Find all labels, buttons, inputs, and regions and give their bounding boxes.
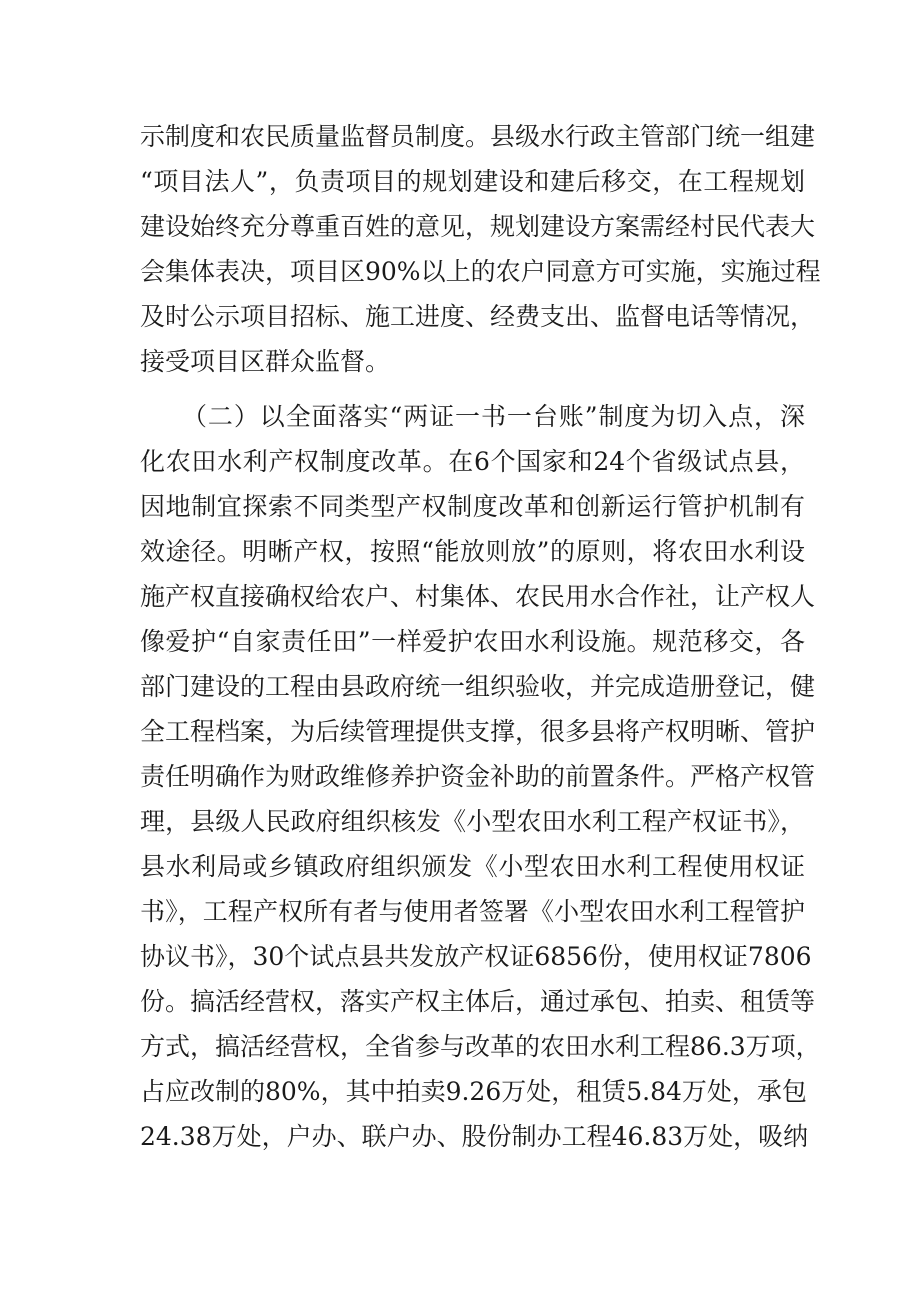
text-line: 占应改制的80%，其中拍卖9.26万处，租赁5.84万处，承包 <box>140 1077 807 1106</box>
text-line: 县水利局或乡镇政府组织颁发《小型农田水利工程使用权证 <box>140 852 805 881</box>
text-line: 化农田水利产权制度改革。在6个国家和24个省级试点县， <box>140 447 805 476</box>
text-line: 全工程档案，为后续管理提供支撑，很多县将产权明晰、管护 <box>140 717 816 746</box>
text-line: “项目法人”，负责项目的规划建设和建后移交，在工程规划 <box>140 167 805 196</box>
text-line: 24.38万处，户办、联户办、股份制办工程46.83万处，吸纳 <box>140 1122 809 1151</box>
section-heading-line: （二）以全面落实“两证一书一台账”制度为切入点，深 <box>182 402 805 431</box>
text-line: 书》，工程产权所有者与使用者签署《小型农田水利工程管护 <box>140 897 805 926</box>
text-line: 方式，搞活经营权，全省参与改革的农田水利工程86.3万项， <box>140 1032 821 1061</box>
text-line: 效途径。明晰产权，按照“能放则放”的原则，将农田水利设 <box>140 537 805 566</box>
text-line: 建设始终充分尊重百姓的意见，规划建设方案需经村民代表大 <box>140 212 816 241</box>
text-line: 示制度和农民质量监督员制度。县级水行政主管部门统一组建 <box>140 122 816 151</box>
text-line: 施产权直接确权给农户、村集体、农民用水合作社，让产权人 <box>140 582 816 611</box>
text-line: 会集体表决，项目区90%以上的农户同意方可实施，实施过程 <box>140 257 821 286</box>
text-line: 份。搞活经营权，落实产权主体后，通过承包、拍卖、租赁等 <box>140 987 816 1016</box>
text-line: 协议书》，30个试点县共发放产权证6856份，使用权证7806 <box>140 942 812 971</box>
text-line: 像爱护“自家责任田”一样爱护农田水利设施。规范移交，各 <box>140 627 805 656</box>
text-line: 部门建设的工程由县政府统一组织验收，并完成造册登记，健 <box>140 672 816 701</box>
text-line: 理，县级人民政府组织核发《小型农田水利工程产权证书》， <box>140 807 805 836</box>
text-line: 接受项目区群众监督。 <box>140 347 391 376</box>
text-line: 责任明确作为财政维修养护资金补助的前置条件。严格产权管 <box>140 762 816 791</box>
text-line: 及时公示项目招标、施工进度、经费支出、监督电话等情况， <box>140 302 816 331</box>
text-line: 因地制宜探索不同类型产权制度改革和创新运行管护机制有 <box>140 492 805 521</box>
